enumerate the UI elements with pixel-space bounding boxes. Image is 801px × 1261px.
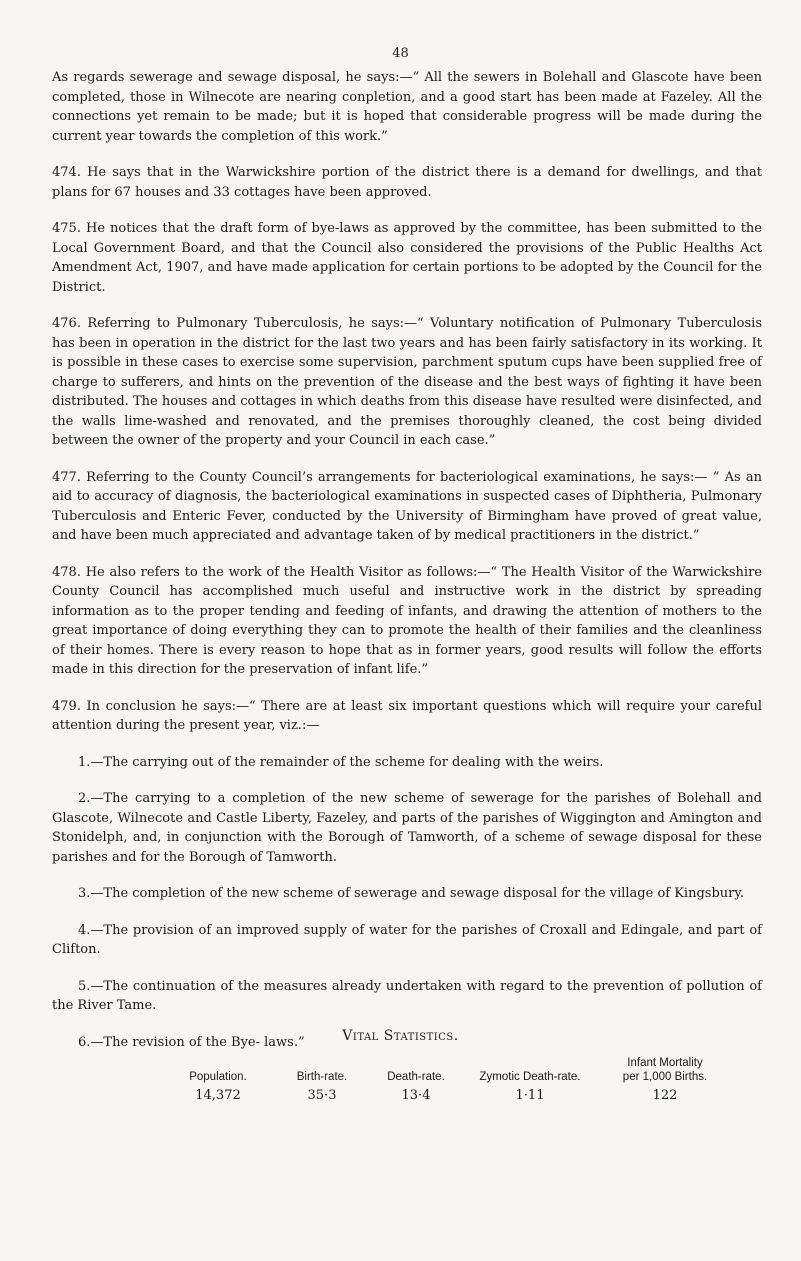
infant-mortality-column	[610, 1056, 720, 1103]
vital-statistics-table	[0, 1056, 801, 1106]
list-item-6: 6.—The revision of the Bye- laws.”	[78, 1034, 305, 1050]
birth-rate-column	[282, 1070, 362, 1103]
paragraph-478: 478. He also refers to the work of the Health Visitor as follows:—“ The Health Visitor of the Warwickshire County Council has accomplished much useful and instructive work in the district by spreading information as to the proper tending and feeding of infants, and drawing the attention of mothers to the great importance of doing everything they can to promote the health of their families and the cleanliness of their homes. There is every reason to hope that as in former years, good results will follow the efforts made in this direction for the preservation of infant life.”	[52, 564, 762, 677]
vital-statistics	[0, 1028, 801, 1103]
list-item-2: 2.—The carrying to a completion of the new scheme of sewerage for the parishes of Bolehall and Glascote, Wilnecote and Castle Liberty, Fazeley, and parts of the parishes of Wiggington and Amington and Stonidelph, and, in conjunction with the Borough of Tamworth, of a scheme of sewage disposal for these parishes and for the Borough of Tamworth.	[52, 791, 762, 865]
death-rate-header: Death-rate.	[387, 1071, 445, 1083]
paragraph-476: 476. Referring to Pulmonary Tuberculosis, he says:—“ Voluntary notification of Pulmonary Tuberculosis has been in operation in the district for the last two years and has been fairly satisfactory in its working. It is possible in these cases to exercise some supervision, parchment sputum cups have been supplied free of charge to sufferers, and hints on the prevention of the disease and the best ways of fighting it have been distributed. The houses and cottages in which deaths from this disease have resulted were disinfected, and the walls lime-washed and renovated, and the premises thoroughly cleaned, the cost being divided between the owner of the property and your Council in each case.”	[52, 316, 762, 448]
list-item-3: 3.—The completion of the new scheme of sewerage and sewage disposal for the village of Kingsbury.	[78, 886, 745, 901]
paragraph-sewerage: As regards sewerage and sewage disposal, he says:—“ All the sewers in Bolehall and Glascote have been completed, those in Wilnecote are nearing conpletion, and a good start has been made at Fazeley. All the connections yet remain to be made; but it is hoped that considerable progress will be made during the current year towards the completion of this work.”	[52, 70, 762, 144]
paragraph-479: 479. In conclusion he says:—“ There are at least six important questions which will require your careful attention during the present year, viz.:—	[52, 698, 762, 733]
population-header: Population.	[189, 1071, 247, 1083]
population-column	[178, 1070, 258, 1103]
page-number: 48	[392, 46, 409, 61]
infant-mortality-header-line2: per 1,000 Births.	[622, 1071, 708, 1083]
population-value: 14,372	[195, 1088, 241, 1103]
list-item-4: 4.—The provision of an improved supply of water for the parishes of Croxall and Edingale, and part of Clifton.	[52, 922, 762, 957]
infant-mortality-value: 122	[652, 1088, 678, 1103]
infant-mortality-header-line1: Infant Mortality	[627, 1057, 703, 1069]
death-rate-column	[376, 1070, 456, 1103]
list-item-1: 1.—The carrying out of the remainder of the scheme for dealing with the weirs.	[78, 754, 604, 770]
vital-statistics-title: Vital Statistics.	[342, 1028, 459, 1044]
paragraph-474: 474. He says that in the Warwickshire portion of the district there is a demand for dwellings, and that plans for 67 houses and 33 cottages have been approved.	[52, 165, 762, 200]
birth-rate-value: 35·3	[307, 1088, 337, 1103]
death-rate-value: 13·4	[401, 1088, 431, 1103]
zymotic-header: Zymotic Death-rate.	[479, 1071, 581, 1083]
paragraph-477: 477. Referring to the County Council’s arrangements for bacteriological examinations, he says:— “ As an aid to accuracy of diagnosis, the bacteriological examinations in suspected cases of Diphtheria, Pulmonary Tuberculosis and Enteric Fever, conducted by the University of Birmingham have proved of great value, and have been much appreciated and advantage taken of by medical practitioners in the district.”	[52, 469, 762, 543]
list-item-5: 5.—The continuation of the measures already undertaken with regard to the prevention of pollution of the River Tame.	[52, 978, 762, 1013]
paragraph-475: 475. He notices that the draft form of bye-laws as approved by the committee, has been submitted to the Local Government Board, and that the Council also considered the provisions of the Public Healths Act Amendment Act, 1907, and have made application for certain portions to be adopted by the Council for the District.	[52, 221, 762, 295]
body-text	[52, 68, 762, 1069]
birth-rate-header: Birth-rate.	[296, 1071, 348, 1083]
zymotic-column	[460, 1070, 600, 1103]
zymotic-value: 1·11	[515, 1088, 545, 1103]
